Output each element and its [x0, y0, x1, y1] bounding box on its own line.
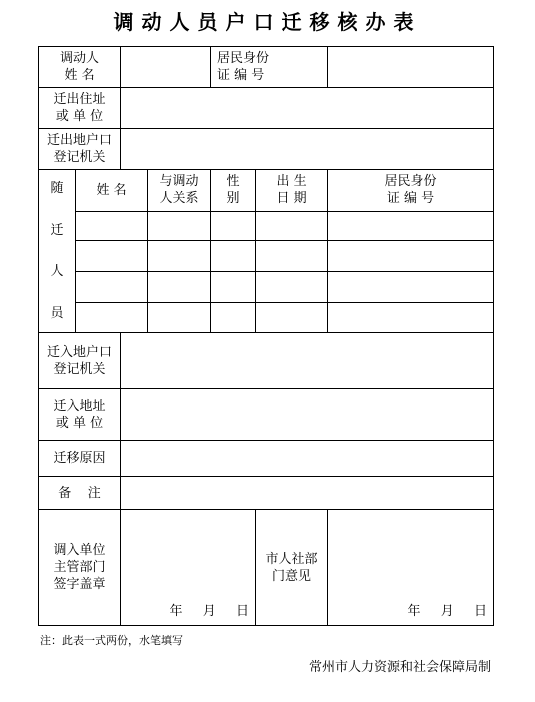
- companion-id-cell[interactable]: [328, 302, 494, 332]
- companion-id-cell[interactable]: [328, 240, 494, 271]
- companion-sex-cell[interactable]: [211, 272, 256, 302]
- from-registration-label: 迁出地户口 登记机关: [39, 129, 121, 170]
- companion-name-cell[interactable]: [76, 240, 148, 271]
- companion-name-cell[interactable]: [76, 302, 148, 332]
- companion-birth-cell[interactable]: [256, 240, 328, 271]
- reason-label: 迁移原因: [39, 441, 121, 477]
- name-label: 调动人 姓 名: [39, 47, 121, 88]
- companion-relation-cell[interactable]: [148, 302, 211, 332]
- from-address-label: 迁出住址 或 单 位: [39, 88, 121, 129]
- companion-relation-cell[interactable]: [148, 211, 211, 240]
- companion-sex-cell[interactable]: [211, 211, 256, 240]
- id-label: 居民身份 证 编 号: [211, 47, 328, 88]
- bureau-opinion-label: 市人社部 门意见: [256, 510, 328, 626]
- companion-id-cell[interactable]: [328, 211, 494, 240]
- col-sex-header: 性 别: [211, 170, 256, 212]
- companion-row: [39, 211, 494, 240]
- page-title: 调动人员户口迁移核办表: [113, 10, 422, 34]
- remarks-label: 备 注: [39, 477, 121, 510]
- migration-form-table: [38, 46, 494, 626]
- companion-relation-cell[interactable]: [148, 240, 211, 271]
- companion-name-cell[interactable]: [76, 211, 148, 240]
- to-registration-label: 迁入地户口 登记机关: [39, 333, 121, 389]
- to-address-field[interactable]: [121, 389, 494, 441]
- to-address-label: 迁入地址 或 单 位: [39, 389, 121, 441]
- col-name-header: 姓 名: [76, 170, 148, 212]
- form-note: 注：此表一式两份，水笔填写: [40, 634, 183, 647]
- reason-field[interactable]: [121, 441, 494, 477]
- bureau-opinion-field[interactable]: [328, 510, 494, 626]
- col-relation-header: 与调动 人关系: [148, 170, 211, 212]
- companion-sex-cell[interactable]: [211, 302, 256, 332]
- from-address-field[interactable]: [121, 88, 494, 129]
- companion-row: [39, 272, 494, 302]
- unit-sign-label: 调入单位 主管部门 签字盖章: [39, 510, 121, 626]
- remarks-field[interactable]: [121, 477, 494, 510]
- companion-relation-cell[interactable]: [148, 272, 211, 302]
- from-registration-field[interactable]: [121, 129, 494, 170]
- companion-birth-cell[interactable]: [256, 211, 328, 240]
- col-birth-header: 出 生 日 期: [256, 170, 328, 212]
- companion-id-cell[interactable]: [328, 272, 494, 302]
- name-field[interactable]: [121, 47, 211, 88]
- unit-sign-field[interactable]: [121, 510, 256, 626]
- companion-row: [39, 302, 494, 332]
- companion-birth-cell[interactable]: [256, 272, 328, 302]
- bureau-opinion-date: 年 月 日: [407, 603, 488, 619]
- to-registration-field[interactable]: [121, 333, 494, 389]
- companion-birth-cell[interactable]: [256, 302, 328, 332]
- id-field[interactable]: [328, 47, 494, 88]
- companions-label: 随 迁 人 员: [39, 170, 76, 333]
- companion-sex-cell[interactable]: [211, 240, 256, 271]
- col-id-header: 居民身份 证 编 号: [328, 170, 494, 212]
- companion-name-cell[interactable]: [76, 272, 148, 302]
- issuer-footer: 常州市人力资源和社会保障局制: [308, 660, 491, 675]
- unit-sign-date: 年 月 日: [169, 603, 250, 619]
- companion-row: [39, 240, 494, 271]
